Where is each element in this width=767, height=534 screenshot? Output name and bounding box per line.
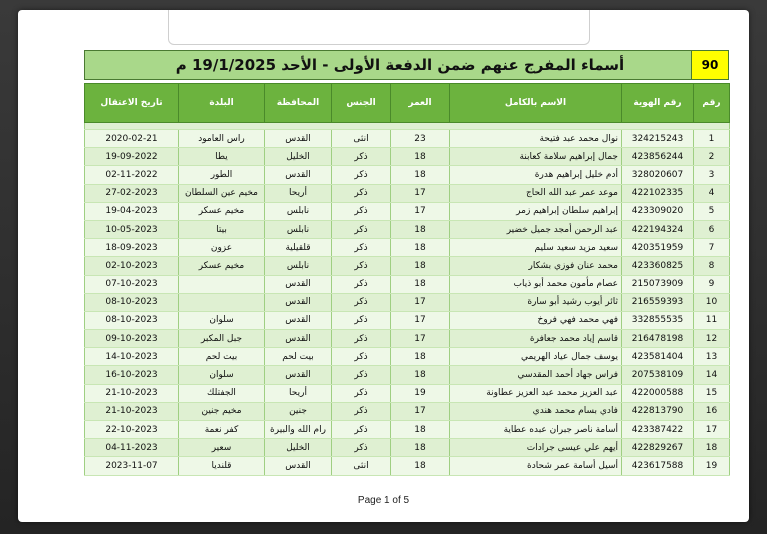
cell-num: 11: [694, 311, 730, 329]
cell-governorate: الخليل: [265, 148, 332, 166]
cell-gender: ذكر: [332, 439, 391, 457]
table-row: [85, 148, 730, 166]
cell-num: 9: [694, 275, 730, 293]
cell-arrest-date: 21-10-2023: [85, 402, 179, 420]
cell-id: 420351959: [622, 239, 694, 257]
page-header-tab: [168, 10, 590, 45]
cell-id: 423387422: [622, 421, 694, 439]
cell-governorate: قلقيلية: [265, 239, 332, 257]
cell-age: 18: [391, 348, 450, 366]
cell-town: [179, 293, 265, 311]
cell-age: 18: [391, 421, 450, 439]
col-header-id: رقم الهوية: [622, 84, 694, 123]
cell-age: 17: [391, 402, 450, 420]
cell-name: موعد عمر عبد الله الحاج: [450, 184, 622, 202]
cell-name: جمال إبراهيم سلامة كعابنة: [450, 148, 622, 166]
table-row: [85, 457, 730, 475]
cell-governorate: نابلس: [265, 257, 332, 275]
cell-gender: ذكر: [332, 402, 391, 420]
cell-num: 8: [694, 257, 730, 275]
cell-age: 18: [391, 439, 450, 457]
table-row: [85, 239, 730, 257]
cell-num: 1: [694, 130, 730, 148]
cell-arrest-date: 09-10-2023: [85, 330, 179, 348]
cell-arrest-date: 07-10-2023: [85, 275, 179, 293]
cell-gender: ذكر: [332, 220, 391, 238]
table-row: [85, 220, 730, 238]
cell-num: 10: [694, 293, 730, 311]
prisoner-table: [84, 83, 730, 476]
cell-arrest-date: 08-10-2023: [85, 311, 179, 329]
cell-id: 423617588: [622, 457, 694, 475]
cell-arrest-date: 14-10-2023: [85, 348, 179, 366]
cell-governorate: الخليل: [265, 439, 332, 457]
cell-governorate: القدس: [265, 275, 332, 293]
cell-governorate: جنين: [265, 402, 332, 420]
cell-name: فادي بسام محمد هندي: [450, 402, 622, 420]
cell-arrest-date: 19-09-2022: [85, 148, 179, 166]
document-title: أسماء المفرج عنهم ضمن الدفعة الأولى - الأحد 19/1/2025 م: [175, 56, 625, 74]
cell-name: فراس جهاد أحمد المقدسي: [450, 366, 622, 384]
cell-gender: ذكر: [332, 166, 391, 184]
cell-gender: انثى: [332, 130, 391, 148]
cell-town: قلنديا: [179, 457, 265, 475]
col-header-gender: الجنس: [332, 84, 391, 123]
table-row: [85, 275, 730, 293]
cell-num: 19: [694, 457, 730, 475]
cell-age: 18: [391, 166, 450, 184]
cell-age: 17: [391, 311, 450, 329]
cell-num: 4: [694, 184, 730, 202]
cell-arrest-date: 21-10-2023: [85, 384, 179, 402]
cell-name: قاسم إياد محمد جعافرة: [450, 330, 622, 348]
table-row: [85, 293, 730, 311]
cell-age: 18: [391, 366, 450, 384]
cell-id: 423360825: [622, 257, 694, 275]
table-spacer-row: [85, 123, 730, 130]
cell-num: 15: [694, 384, 730, 402]
cell-id: 422194324: [622, 220, 694, 238]
cell-age: 18: [391, 275, 450, 293]
cell-arrest-date: 04-11-2023: [85, 439, 179, 457]
cell-town: عزون: [179, 239, 265, 257]
cell-id: 216478198: [622, 330, 694, 348]
cell-town: جبل المكبر: [179, 330, 265, 348]
cell-governorate: القدس: [265, 366, 332, 384]
cell-town: الطور: [179, 166, 265, 184]
document-page: [18, 10, 749, 522]
table-row: [85, 384, 730, 402]
cell-num: 6: [694, 220, 730, 238]
cell-num: 5: [694, 202, 730, 220]
cell-age: 17: [391, 293, 450, 311]
cell-town: سلوان: [179, 366, 265, 384]
cell-gender: ذكر: [332, 275, 391, 293]
table-row: [85, 166, 730, 184]
cell-name: أسامة ناصر جبران عبده عطاية: [450, 421, 622, 439]
cell-name: إبراهيم سلطان إبراهيم زمر: [450, 202, 622, 220]
cell-id: 332855535: [622, 311, 694, 329]
table-row: [85, 130, 730, 148]
cell-town: مخيم عين السلطان: [179, 184, 265, 202]
cell-governorate: أريحا: [265, 384, 332, 402]
cell-arrest-date: 2023-11-07: [85, 457, 179, 475]
cell-age: 18: [391, 457, 450, 475]
cell-name: نوال محمد عبد فتيحة: [450, 130, 622, 148]
cell-age: 18: [391, 148, 450, 166]
cell-governorate: القدس: [265, 293, 332, 311]
cell-name: أيهم علي عيسى جرادات: [450, 439, 622, 457]
cell-gender: ذكر: [332, 330, 391, 348]
table-row: [85, 330, 730, 348]
cell-name: عبد الرحمن أمجد جميل خضير: [450, 220, 622, 238]
cell-num: 7: [694, 239, 730, 257]
cell-gender: ذكر: [332, 239, 391, 257]
col-header-num: رقم: [694, 84, 730, 123]
cell-gender: ذكر: [332, 311, 391, 329]
cell-gender: ذكر: [332, 148, 391, 166]
cell-arrest-date: 02-10-2023: [85, 257, 179, 275]
cell-gender: ذكر: [332, 384, 391, 402]
cell-town: يطا: [179, 148, 265, 166]
cell-arrest-date: 22-10-2023: [85, 421, 179, 439]
table-row: [85, 348, 730, 366]
title-banner: [84, 50, 729, 80]
cell-gender: ذكر: [332, 202, 391, 220]
cell-num: 2: [694, 148, 730, 166]
cell-governorate: القدس: [265, 457, 332, 475]
cell-age: 18: [391, 257, 450, 275]
table-row: [85, 311, 730, 329]
cell-gender: ذكر: [332, 366, 391, 384]
cell-arrest-date: 2020-02-21: [85, 130, 179, 148]
cell-id: 423581404: [622, 348, 694, 366]
cell-name: يوسف جمال عياد الهريمي: [450, 348, 622, 366]
cell-id: 324215243: [622, 130, 694, 148]
table-header-row: [85, 84, 730, 123]
cell-age: 17: [391, 184, 450, 202]
cell-arrest-date: 10-05-2023: [85, 220, 179, 238]
table-row: [85, 421, 730, 439]
col-header-age: العمر: [391, 84, 450, 123]
table-row: [85, 402, 730, 420]
cell-town: الجفتلك: [179, 384, 265, 402]
cell-id: 423309020: [622, 202, 694, 220]
table-row: [85, 184, 730, 202]
cell-num: 13: [694, 348, 730, 366]
cell-age: 18: [391, 239, 450, 257]
table-row: [85, 439, 730, 457]
cell-num: 18: [694, 439, 730, 457]
cell-town: كفر نعمة: [179, 421, 265, 439]
cell-governorate: القدس: [265, 311, 332, 329]
cell-id: 422000588: [622, 384, 694, 402]
col-header-name: الاسم بالكامل: [450, 84, 622, 123]
cell-town: سعير: [179, 439, 265, 457]
page-footer: Page 1 of 5: [357, 495, 410, 506]
cell-gender: ذكر: [332, 421, 391, 439]
cell-name: عبد العزيز محمد عبد العزيز عطاونة: [450, 384, 622, 402]
cell-governorate: أريحا: [265, 184, 332, 202]
cell-name: محمد عنان فوزي بشكار: [450, 257, 622, 275]
cell-arrest-date: 27-02-2023: [85, 184, 179, 202]
cell-id: 422813790: [622, 402, 694, 420]
cell-arrest-date: 18-09-2023: [85, 239, 179, 257]
table-row: [85, 202, 730, 220]
cell-governorate: بيت لحم: [265, 348, 332, 366]
cell-arrest-date: 02-11-2022: [85, 166, 179, 184]
cell-name: ثائر أيوب رشيد أبو سارة: [450, 293, 622, 311]
cell-num: 3: [694, 166, 730, 184]
cell-id: 216559393: [622, 293, 694, 311]
cell-gender: ذكر: [332, 184, 391, 202]
cell-gender: انثى: [332, 457, 391, 475]
cell-arrest-date: 08-10-2023: [85, 293, 179, 311]
cell-gender: ذكر: [332, 348, 391, 366]
cell-age: 23: [391, 130, 450, 148]
cell-id: 422829267: [622, 439, 694, 457]
cell-town: راس العامود: [179, 130, 265, 148]
cell-name: سعيد مزيد سعيد سليم: [450, 239, 622, 257]
cell-governorate: القدس: [265, 330, 332, 348]
cell-arrest-date: 16-10-2023: [85, 366, 179, 384]
cell-num: 16: [694, 402, 730, 420]
cell-id: 328020607: [622, 166, 694, 184]
table-row: [85, 257, 730, 275]
cell-id: 423856244: [622, 148, 694, 166]
cell-id: 207538109: [622, 366, 694, 384]
cell-governorate: نابلس: [265, 202, 332, 220]
cell-governorate: القدس: [265, 130, 332, 148]
cell-age: 18: [391, 220, 450, 238]
cell-gender: ذكر: [332, 293, 391, 311]
cell-governorate: نابلس: [265, 220, 332, 238]
cell-id: 215073909: [622, 275, 694, 293]
batch-number-badge: 90: [691, 51, 728, 79]
cell-age: 17: [391, 330, 450, 348]
cell-name: أدم خليل إبراهيم هدرة: [450, 166, 622, 184]
cell-name: فهي محمد فهي فروخ: [450, 311, 622, 329]
cell-age: 17: [391, 202, 450, 220]
cell-town: بيت لحم: [179, 348, 265, 366]
cell-governorate: القدس: [265, 166, 332, 184]
cell-town: مخيم عسكر: [179, 202, 265, 220]
cell-town: [179, 275, 265, 293]
table-row: [85, 366, 730, 384]
cell-town: بيتا: [179, 220, 265, 238]
cell-name: أسيل أسامة عمر شحادة: [450, 457, 622, 475]
cell-town: مخيم جنين: [179, 402, 265, 420]
cell-id: 422102335: [622, 184, 694, 202]
col-header-town: البلدة: [179, 84, 265, 123]
cell-town: مخيم عسكر: [179, 257, 265, 275]
col-header-governorate: المحافظة: [265, 84, 332, 123]
cell-arrest-date: 19-04-2023: [85, 202, 179, 220]
cell-num: 17: [694, 421, 730, 439]
cell-governorate: رام الله والبيرة: [265, 421, 332, 439]
cell-num: 14: [694, 366, 730, 384]
cell-age: 19: [391, 384, 450, 402]
cell-num: 12: [694, 330, 730, 348]
cell-gender: ذكر: [332, 257, 391, 275]
cell-town: سلوان: [179, 311, 265, 329]
col-header-arrest-date: تاريخ الاعتقال: [85, 84, 179, 123]
cell-name: عصام مأمون محمد أبو ذياب: [450, 275, 622, 293]
